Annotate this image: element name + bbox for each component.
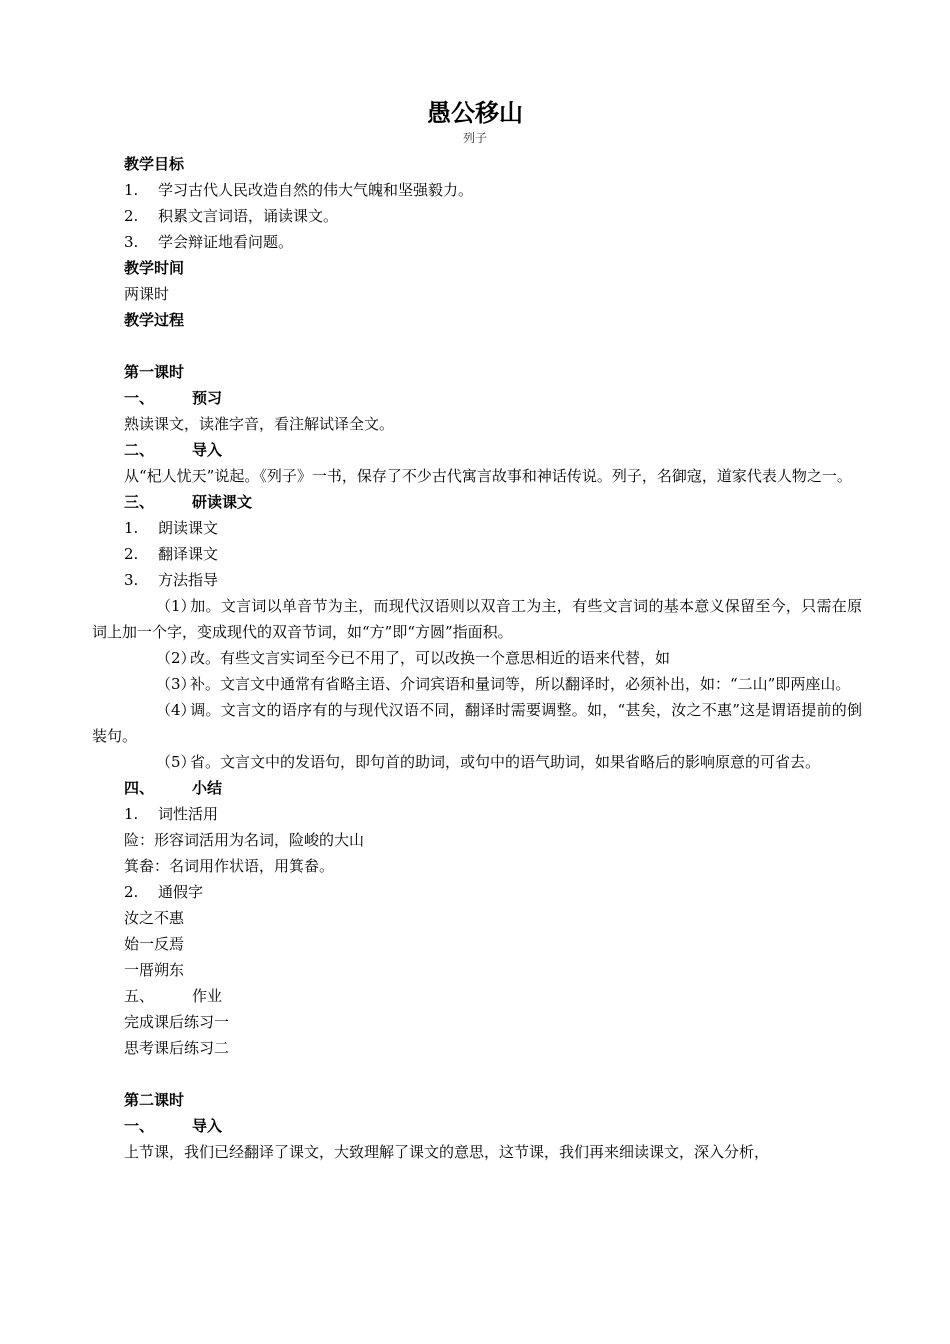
homework-line: 思考课后练习二 <box>124 1039 230 1057</box>
homework-line: 完成课后练习一 <box>124 1013 230 1031</box>
summary-subheading: 1. 词性活用 <box>124 805 219 823</box>
goals-heading: 教学目标 <box>124 155 185 173</box>
intro-paragraph: 从“杞人忧天”说起。《列子》一书，保存了不少古代寓言故事和神话传说。列子，名御寇，道家代表人物之一。 <box>124 467 852 485</box>
summary-line: 汝之不惠 <box>124 909 185 927</box>
lesson1-heading: 第一课时 <box>124 363 185 381</box>
method-paragraph: （4）调。文言文的语序有的与现代汉语不同，翻译时需要调整。如，“甚矣，汝之不惠”这是谓语提前的倒装句。 <box>92 701 862 745</box>
summary-subheading: 2. 通假字 <box>124 883 204 901</box>
summary-line: 箕畚：名词用作状语，用箕畚。 <box>124 857 335 875</box>
goal-item: 1. 学习古代人民改造自然的伟大气魄和坚强毅力。 <box>124 181 474 199</box>
method-paragraph: （5）省。文言文中的发语句，即句首的助词，或句中的语气助词，如果省略后的影响原意的可省去。 <box>156 753 821 771</box>
method-paragraph: （3）补。文言文中通常有省略主语、介词宾语和量词等，所以翻译时，必须补出，如：“二山”即两座山。 <box>156 675 851 693</box>
section-heading: 三、 研读课文 <box>124 493 253 511</box>
method-paragraph: （2）改。有些文言实词至今已不用了，可以改换一个意思相近的语来代替，如 <box>156 649 671 667</box>
summary-line: 始一反焉 <box>124 935 185 953</box>
document-title: 愚公移山 <box>427 99 523 127</box>
section-heading: 一、 预习 <box>124 389 223 407</box>
summary-line: 一厝朔东 <box>124 961 185 979</box>
document-body <box>92 151 862 1165</box>
section-heading: 二、 导入 <box>124 441 223 459</box>
section-heading-plain: 五、 作业 <box>124 987 223 1005</box>
method-paragraph: （1）加。文言词以单音节为主，而现代汉语则以双音工为主，有些文言词的基本意义保留至今，只需在原词上加一个字，变成现代的双音节词，如“方”即“方圆”指面积。 <box>92 597 862 641</box>
section-heading: 四、 小结 <box>124 779 223 797</box>
lesson2-intro-text: 上节课，我们已经翻译了课文，大致理解了课文的意思，这节课，我们再来细读课文，深入分析， <box>124 1143 770 1161</box>
process-heading: 教学过程 <box>124 311 185 329</box>
time-heading: 教学时间 <box>124 259 185 277</box>
study-item: 3. 方法指导 <box>124 571 219 589</box>
goal-item: 2. 积累文言词语，诵读课文。 <box>124 207 339 225</box>
blank-line <box>92 1061 862 1087</box>
summary-line: 险：形容词活用为名词，险峻的大山 <box>124 831 365 849</box>
time-value: 两课时 <box>124 285 170 303</box>
study-item: 1. 朗读课文 <box>124 519 219 537</box>
study-item: 2. 翻译课文 <box>124 545 219 563</box>
blank-line <box>92 333 862 359</box>
lesson2-heading: 第二课时 <box>124 1091 185 1109</box>
section-text: 熟读课文，读准字音，看注解试译全文。 <box>124 415 395 433</box>
section-heading: 一、 导入 <box>124 1117 223 1135</box>
document-author: 列子 <box>462 131 487 145</box>
goal-item: 3. 学会辩证地看问题。 <box>124 233 294 251</box>
